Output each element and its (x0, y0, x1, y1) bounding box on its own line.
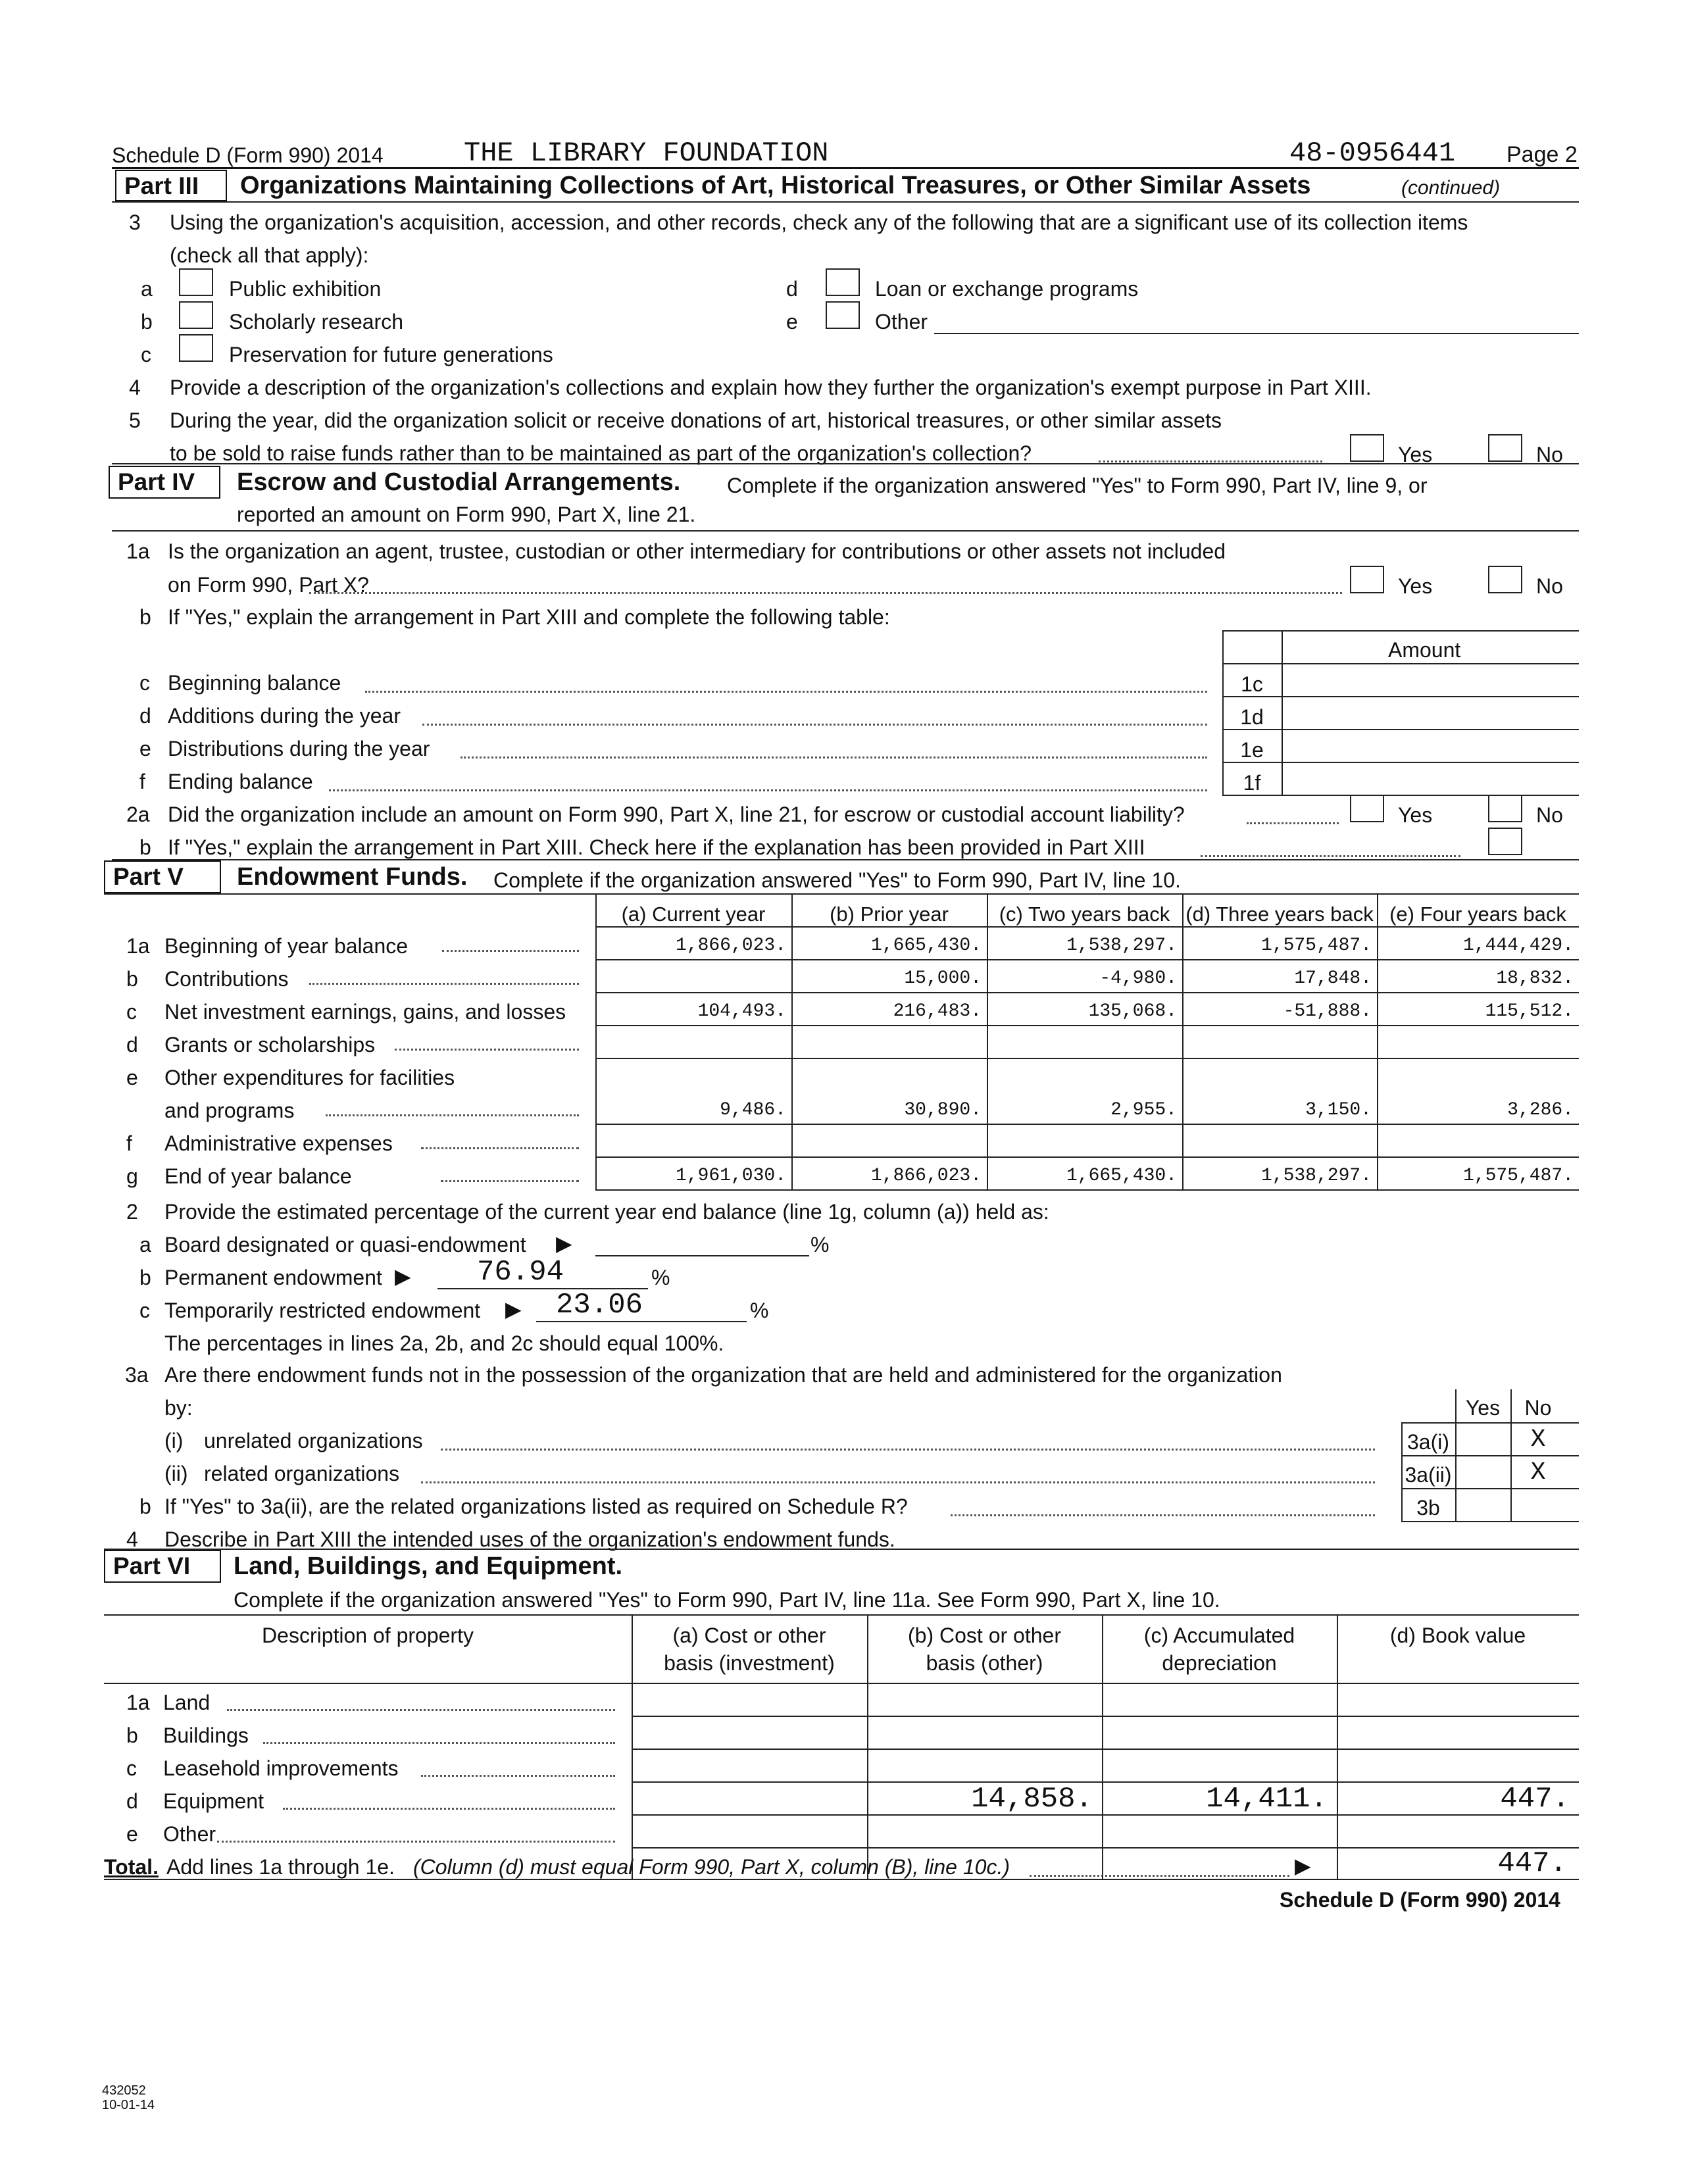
table-line (595, 926, 1579, 928)
option-letter: b (141, 310, 153, 334)
footer-date: 10-01-14 (102, 2098, 155, 2112)
checkbox-public-exhibition[interactable] (179, 268, 213, 296)
l3ai-no[interactable]: X (1530, 1426, 1546, 1454)
table-line (632, 1847, 1579, 1849)
property-row-label: Leasehold improvements (163, 1756, 399, 1780)
total-label: Total. (104, 1855, 159, 1879)
leader-dots (283, 1808, 615, 1810)
table-line (1182, 893, 1183, 1189)
leader-dots (421, 1775, 615, 1777)
endowment-cell: 115,512. (1485, 1001, 1574, 1022)
part4-tag: Part IV (109, 466, 220, 499)
option-label: Loan or exchange programs (875, 277, 1139, 301)
footer-code: 432052 (102, 2083, 146, 2098)
property-cell: 14,858. (971, 1783, 1093, 1816)
part4-subtitle2: reported an amount on Form 990, Part X, line 21. (237, 503, 696, 526)
part4-title: Escrow and Custodial Arrangements. (237, 468, 681, 496)
ein: 48-0956441 (1289, 137, 1456, 169)
endowment-column-header: (c) Two years back (999, 903, 1170, 926)
property-cell: 14,411. (1206, 1783, 1328, 1816)
line-number: d (126, 1789, 138, 1813)
checkbox-preservation[interactable] (179, 334, 213, 362)
line-number: (ii) (164, 1462, 188, 1485)
option-label: Other (875, 310, 928, 334)
property-row-label: Equipment (163, 1789, 264, 1813)
line-number: f (139, 770, 145, 793)
part5-subtitle: Complete if the organization answered "Yes" to Form 990, Part IV, line 10. (493, 868, 1181, 892)
line-number: b (126, 1724, 138, 1747)
endowment-cell: 1,575,487. (1462, 1166, 1574, 1186)
line-number: b (139, 605, 151, 629)
line-code: 3b (1416, 1496, 1440, 1520)
org-name: THE LIBRARY FOUNDATION (464, 137, 829, 169)
l2c-text: Temporarily restricted endowment (164, 1299, 481, 1322)
l1a-text: Is the organization an agent, trustee, custodian or other intermediary for contributions or other assets not included (168, 539, 1226, 563)
leader-dots (461, 757, 1207, 758)
part6-subtitle: Complete if the organization answered "Yes" to Form 990, Part IV, line 11a. See Form 990, Part X, line 10. (234, 1588, 1220, 1612)
l2a-text: Board designated or quasi-endowment (164, 1233, 526, 1256)
property-column-header: basis (investment) (664, 1651, 835, 1675)
property-row-label: Land (163, 1691, 211, 1714)
table-line (1222, 696, 1579, 697)
l1a-no-checkbox[interactable] (1488, 566, 1522, 593)
endowment-column-header: (b) Prior year (830, 903, 949, 926)
option-label: Preservation for future generations (229, 343, 553, 366)
l2-text: Provide the estimated percentage of the current year end balance (line 1g, column (a)) held as: (164, 1200, 1049, 1224)
line-number: 1a (126, 1691, 150, 1714)
l3aii-no[interactable]: X (1530, 1458, 1546, 1487)
option-letter: a (141, 277, 153, 301)
table-line (632, 1716, 1579, 1717)
option-label: Scholarly research (229, 310, 403, 334)
other-input-line[interactable] (934, 333, 1579, 334)
property-cell: 447. (1500, 1783, 1570, 1816)
l3b-text: If "Yes" to 3a(ii), are the related organizations listed as required on Schedule R? (164, 1495, 908, 1518)
endowment-cell: 135,068. (1088, 1001, 1177, 1022)
divider (104, 1614, 1579, 1616)
property-column-header: (d) Book value (1389, 1624, 1526, 1647)
l3-row-label: unrelated organizations (204, 1429, 423, 1452)
table-line (104, 1683, 1579, 1684)
table-line (1401, 1521, 1579, 1522)
line-number: 4 (126, 1527, 138, 1551)
checkbox-scholarly-research[interactable] (179, 301, 213, 329)
line-number: 3 (129, 211, 141, 234)
leader-dots (421, 1481, 1375, 1483)
escrow-row-label: Beginning balance (168, 671, 341, 695)
leader-dots (227, 1709, 615, 1711)
amount-header: Amount (1388, 638, 1461, 662)
endowment-column-header: (e) Four years back (1389, 903, 1566, 926)
l2b-text: Permanent endowment (164, 1266, 382, 1289)
endowment-cell: 104,493. (697, 1001, 786, 1022)
leader-dots (365, 691, 1207, 693)
table-line (1401, 1455, 1579, 1456)
line-number: b (139, 835, 151, 859)
line-number: c (139, 1299, 150, 1322)
arrow-icon: ▶ (1295, 1854, 1311, 1877)
table-line (1222, 630, 1579, 632)
part3-continued: (continued) (1401, 177, 1501, 199)
endowment-cell: 30,890. (904, 1100, 982, 1120)
table-line (595, 893, 597, 1189)
table-line (1401, 1488, 1579, 1489)
endowment-cell: 3,286. (1507, 1100, 1574, 1120)
line-code: 3a(i) (1407, 1430, 1449, 1454)
table-line (632, 1749, 1579, 1750)
l3-row-label: related organizations (204, 1462, 400, 1485)
property-column-header: (a) Cost or other (672, 1624, 826, 1647)
property-row-label: Buildings (163, 1724, 249, 1747)
leader-dots (422, 724, 1207, 726)
l2c-value: 23.06 (556, 1289, 643, 1322)
line-code: 1e (1240, 738, 1264, 762)
l2b-text: If "Yes," explain the arrangement in Part XIII. Check here if the explanation has been provided in Part XIII (168, 835, 1145, 859)
yes-header: Yes (1465, 1396, 1501, 1420)
line5-text2: to be sold to raise funds rather than to be maintained as part of the organization's collection? (170, 441, 1032, 465)
no-label: No (1536, 574, 1563, 598)
endowment-row-label: End of year balance (164, 1164, 352, 1188)
line-number: 1a (126, 539, 150, 563)
line-number: 5 (129, 409, 141, 432)
l3a-text: Are there endowment funds not in the possession of the organization that are held and administered for the organization (164, 1363, 1282, 1387)
endowment-cell: 18,832. (1496, 968, 1574, 989)
checkbox-other[interactable] (826, 301, 860, 329)
option-letter: c (141, 343, 151, 366)
line3-text2: (check all that apply): (170, 243, 369, 267)
escrow-row-label: Ending balance (168, 770, 313, 793)
table-line (595, 1058, 1579, 1059)
l2b-checkbox[interactable] (1488, 828, 1522, 855)
table-line (791, 893, 793, 1189)
property-row-label: Other (163, 1822, 216, 1846)
endowment-cell: 2,955. (1110, 1100, 1177, 1120)
endowment-cell: 1,665,430. (870, 935, 982, 956)
table-line (1222, 729, 1579, 730)
l2a-input-line[interactable] (595, 1255, 809, 1256)
line-code: 1f (1243, 771, 1261, 795)
footer-schedule: Schedule D (Form 990) 2014 (1280, 1888, 1560, 1912)
table-line (595, 992, 1579, 993)
yes-label: Yes (1398, 574, 1433, 598)
leader-dots (395, 1049, 579, 1051)
schedule-label: Schedule D (Form 990) 2014 (112, 143, 384, 167)
leader-dots (326, 1114, 579, 1116)
endowment-cell: 1,866,023. (870, 1166, 982, 1186)
table-line (1222, 795, 1579, 796)
endowment-cell: 17,848. (1294, 968, 1372, 989)
line-code: 1c (1241, 672, 1263, 696)
table-line (595, 1124, 1579, 1125)
leader-dots (421, 1147, 579, 1149)
l2-note: The percentages in lines 2a, 2b, and 2c should equal 100%. (164, 1331, 724, 1355)
divider (112, 530, 1579, 532)
leader-dots (1247, 822, 1339, 824)
property-column-header: depreciation (1162, 1651, 1277, 1675)
line-number: a (139, 1233, 151, 1256)
l1a-text2: on Form 990, Part X? (168, 573, 369, 597)
endowment-cell: 1,575,487. (1260, 935, 1372, 956)
endowment-row-label: and programs (164, 1099, 295, 1122)
divider (112, 167, 1579, 169)
line5-yes-checkbox[interactable] (1350, 434, 1384, 462)
yes-label: Yes (1398, 443, 1433, 466)
checkbox-loan-exchange[interactable] (826, 268, 860, 296)
option-letter: d (786, 277, 798, 301)
leader-dots (309, 592, 1342, 594)
total-italic: (Column (d) must equal Form 990, Part X, column (B), line 10c.) (413, 1855, 1010, 1879)
endowment-cell: 3,150. (1305, 1100, 1372, 1120)
leader-dots (329, 789, 1207, 791)
divider (112, 201, 1579, 203)
table-line (1222, 762, 1579, 763)
endowment-column-header: (d) Three years back (1185, 903, 1374, 926)
endowment-cell: 1,961,030. (675, 1166, 786, 1186)
line-number: g (126, 1164, 138, 1188)
l2b-value: 76.94 (477, 1256, 564, 1289)
escrow-row-label: Distributions during the year (168, 737, 430, 760)
line-number: d (126, 1033, 138, 1056)
table-line (595, 1156, 1579, 1158)
line-code: 1d (1240, 705, 1264, 729)
line5-no-checkbox[interactable] (1488, 434, 1522, 462)
leader-dots (441, 1180, 579, 1182)
no-label: No (1536, 803, 1563, 827)
endowment-cell: 1,444,429. (1462, 935, 1574, 956)
endowment-cell: -4,980. (1099, 968, 1177, 989)
endowment-cell: 1,665,430. (1066, 1166, 1177, 1186)
option-letter: e (786, 310, 798, 334)
endowment-cell: 1,538,297. (1066, 935, 1177, 956)
divider (104, 1879, 1579, 1880)
leader-dots (441, 1449, 1375, 1451)
leader-dots (951, 1514, 1375, 1516)
endowment-row-label: Administrative expenses (164, 1131, 393, 1155)
percent-sign: % (750, 1299, 769, 1322)
property-column-header: (b) Cost or other (908, 1624, 1061, 1647)
line-number: (i) (164, 1429, 184, 1452)
part3-title: Organizations Maintaining Collections of Art, Historical Treasures, or Other Similar Assets (240, 172, 1311, 199)
table-line (595, 959, 1579, 960)
leader-dots (217, 1841, 615, 1843)
no-header: No (1524, 1396, 1552, 1420)
arrow-icon: ▶ (556, 1231, 572, 1255)
endowment-cell: 216,483. (893, 1001, 982, 1022)
line4-text: Provide a description of the organization's collections and explain how they further the organization's exempt purpose in Part XIII. (170, 376, 1372, 399)
table-line (1377, 893, 1378, 1189)
leader-dots (1201, 855, 1460, 857)
page-number: Page 2 (1507, 142, 1578, 167)
endowment-cell: 1,866,023. (675, 935, 786, 956)
divider (104, 1549, 1579, 1550)
leader-dots (442, 950, 579, 952)
divider (112, 859, 1579, 860)
yes-label: Yes (1398, 803, 1433, 827)
l3a-text2: by: (164, 1396, 193, 1420)
line-number: e (126, 1822, 138, 1846)
part6-title: Land, Buildings, and Equipment. (234, 1552, 623, 1580)
line-number: e (126, 1066, 138, 1089)
l2a-yes-checkbox[interactable] (1350, 795, 1384, 822)
divider (104, 893, 1579, 895)
part4-subtitle: Complete if the organization answered "Yes" to Form 990, Part IV, line 9, or (727, 474, 1428, 497)
table-line (987, 893, 988, 1189)
property-column-header: (c) Accumulated (1143, 1624, 1295, 1647)
total-text: Add lines 1a through 1e. (166, 1855, 395, 1879)
endowment-row-label: Beginning of year balance (164, 934, 409, 958)
line5-text: During the year, did the organization solicit or receive donations of art, historical treasures, or other similar assets (170, 409, 1222, 432)
line-number: 2 (126, 1200, 138, 1224)
line-number: b (126, 967, 138, 991)
l2a-no-checkbox[interactable] (1488, 795, 1522, 822)
endowment-row-label: Contributions (164, 967, 289, 991)
line-number: 2a (126, 803, 150, 826)
part5-title: Endowment Funds. (237, 863, 468, 891)
line3-text: Using the organization's acquisition, accession, and other records, check any of the following that are a significant use of its collection items (170, 211, 1468, 234)
part5-tag: Part V (104, 860, 221, 893)
table-line (1337, 1614, 1338, 1880)
total-value: 447. (1497, 1847, 1567, 1880)
table-line (595, 1189, 1579, 1191)
line-number: b (139, 1266, 151, 1289)
line-number: c (126, 1000, 137, 1024)
line-number: d (139, 704, 151, 728)
arrow-icon: ▶ (505, 1297, 522, 1321)
arrow-icon: ▶ (395, 1264, 411, 1288)
leader-dots (1099, 460, 1322, 462)
property-desc-header: Description of property (262, 1624, 474, 1647)
part3-tag: Part III (115, 170, 227, 201)
leader-dots (1030, 1875, 1289, 1877)
table-line (595, 1025, 1579, 1026)
divider (112, 463, 1579, 464)
line-number: 3a (125, 1363, 149, 1387)
endowment-column-header: (a) Current year (621, 903, 766, 926)
endowment-cell: -51,888. (1283, 1001, 1372, 1022)
endowment-row-label: Net investment earnings, gains, and losses (164, 1000, 566, 1024)
property-column-header: basis (other) (926, 1651, 1043, 1675)
line-number: 4 (129, 376, 141, 399)
escrow-row-label: Additions during the year (168, 704, 401, 728)
l2a-text: Did the organization include an amount on Form 990, Part X, line 21, for escrow or custodial account liability? (168, 803, 1185, 826)
l4-text: Describe in Part XIII the intended uses of the organization's endowment funds. (164, 1527, 895, 1551)
no-label: No (1536, 443, 1563, 466)
leader-dots (263, 1742, 615, 1744)
table-line (1282, 630, 1283, 795)
table-line (1222, 663, 1579, 664)
leader-dots (309, 983, 579, 985)
l1b-text: If "Yes," explain the arrangement in Part XIII and complete the following table: (168, 605, 890, 629)
line-code: 3a(ii) (1405, 1463, 1452, 1487)
option-label: Public exhibition (229, 277, 382, 301)
endowment-row-label: Grants or scholarships (164, 1033, 376, 1056)
endowment-cell: 1,538,297. (1260, 1166, 1372, 1186)
table-line (1401, 1422, 1579, 1424)
line-number: c (126, 1756, 137, 1780)
line-number: f (126, 1131, 132, 1155)
percent-sign: % (651, 1266, 670, 1289)
endowment-cell: 9,486. (720, 1100, 786, 1120)
endowment-cell: 15,000. (904, 968, 982, 989)
line-number: e (139, 737, 151, 760)
line-number: c (139, 671, 150, 695)
l1a-yes-checkbox[interactable] (1350, 566, 1384, 593)
line-number: b (139, 1495, 151, 1518)
percent-sign: % (810, 1233, 830, 1256)
part6-tag: Part VI (104, 1550, 221, 1583)
line-number: 1a (126, 934, 150, 958)
endowment-row-label: Other expenditures for facilities (164, 1066, 455, 1089)
